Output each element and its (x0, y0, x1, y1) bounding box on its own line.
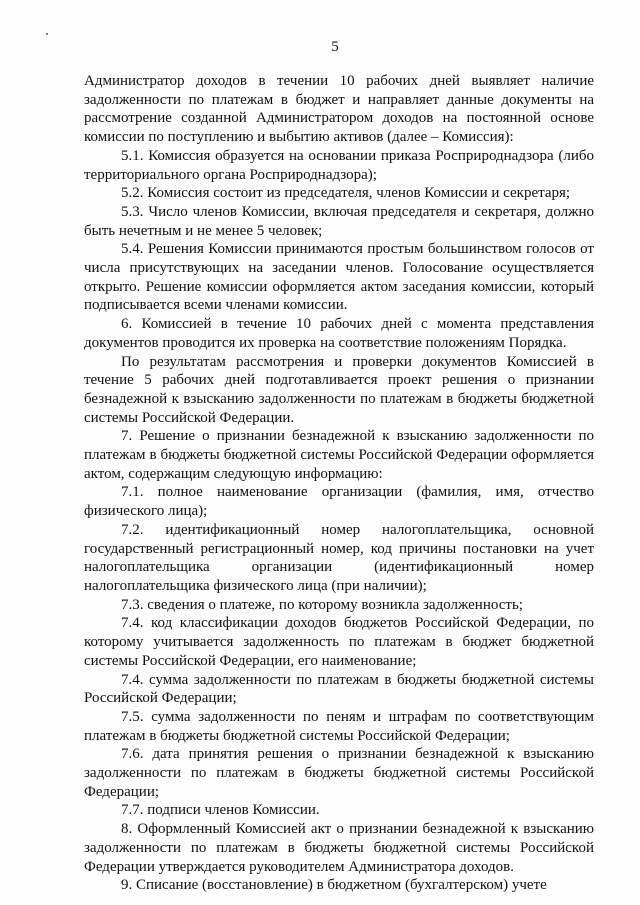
paragraph-7-2: 7.2. идентификационный номер налогоплательщика, основной государственный регистрационный номер, код причины постановки на учет налогоплательщика организации (идентификационный номер налогоплательщика физического лица (при наличии); (84, 521, 594, 594)
body-text (84, 72, 594, 895)
paragraph-5-4: 5.4. Решения Комиссии принимаются простым большинством голосов от числа присутствующих на заседании членов. Голосование осуществляется открыто. Решение комиссии оформляется актом заседания комиссии, который подписывается всеми членами комиссии. (84, 241, 594, 314)
paragraph-5-1: 5.1. Комиссия образуется на основании приказа Росприроднадзора (либо территориального органа Росприроднадзора); (84, 147, 594, 183)
paragraph-7-6: 7.6. дата принятия решения о признании безнадежной к взысканию задолженности по платежам в бюджеты бюджетной системы Российской Федерации; (84, 746, 594, 800)
scan-speck (46, 33, 48, 35)
paragraph-7-4-code: 7.4. код классификации доходов бюджетов Российской Федерации, по которому учитывается задолженность по платежам в бюджет бюджетной системы Российской Федерации, его наименование; (84, 615, 594, 669)
paragraph-7-7: 7.7. подписи членов Комиссии. (121, 802, 320, 819)
paragraph-7-5: 7.5. сумма задолженности по пеням и штрафам по соответствующим платежам в бюджеты бюджетной системы Российской Федерации; (84, 708, 594, 744)
paragraph-8: 8. Оформленный Комиссией акт о признании безнадежной к взысканию задолженности по платежам в бюджеты бюджетной системы Российской Федерации утверждается руководителем Администратора доходов. (84, 821, 594, 875)
paragraph-7-3: 7.3. сведения о платеже, по которому возникла задолженность; (121, 596, 523, 613)
paragraph-5-3: 5.3. Число членов Комиссии, включая председателя и секретаря, должно быть нечетным и не менее 5 человек; (84, 203, 594, 239)
paragraph-7: 7. Решение о признании безнадежной к взысканию задолженности по платежам в бюджеты бюджетной системы Российской Федерации оформляется актом, содержащим следующую информацию: (84, 428, 594, 482)
paragraph-intro: Администратор доходов в течении 10 рабочих дней выявляет наличие задолженности по платежам в бюджет и направляет данные документы на рассмотрение созданной Администратором доходов на постоянной основе комиссии по поступлению и выбытию активов (далее – Комиссия): (84, 73, 594, 146)
paragraph-7-1: 7.1. полное наименование организации (фамилия, имя, отчество физического лица); (84, 484, 594, 520)
paragraph-review-results: По результатам рассмотрения и проверки документов Комиссией в течение 5 рабочих дней подготавливается проект решения о признании безнадежной к взысканию задолженности по платежам в бюджеты бюджетной системы Российской Федерации. (84, 353, 594, 426)
paragraph-5-2: 5.2. Комиссия состоит из председателя, членов Комиссии и секретаря; (121, 185, 571, 202)
paragraph-7-4-sum: 7.4. сумма задолженности по платежам в бюджеты бюджетной системы Российской Федерации; (84, 671, 594, 707)
paragraph-6: 6. Комиссией в течение 10 рабочих дней с момента представления документов проводится их проверка на соответствие положениям Порядка. (84, 316, 594, 351)
page-number: 5 (331, 39, 339, 55)
paragraph-9: 9. Списание (восстановление) в бюджетном (бухгалтерском) учете (121, 877, 547, 894)
